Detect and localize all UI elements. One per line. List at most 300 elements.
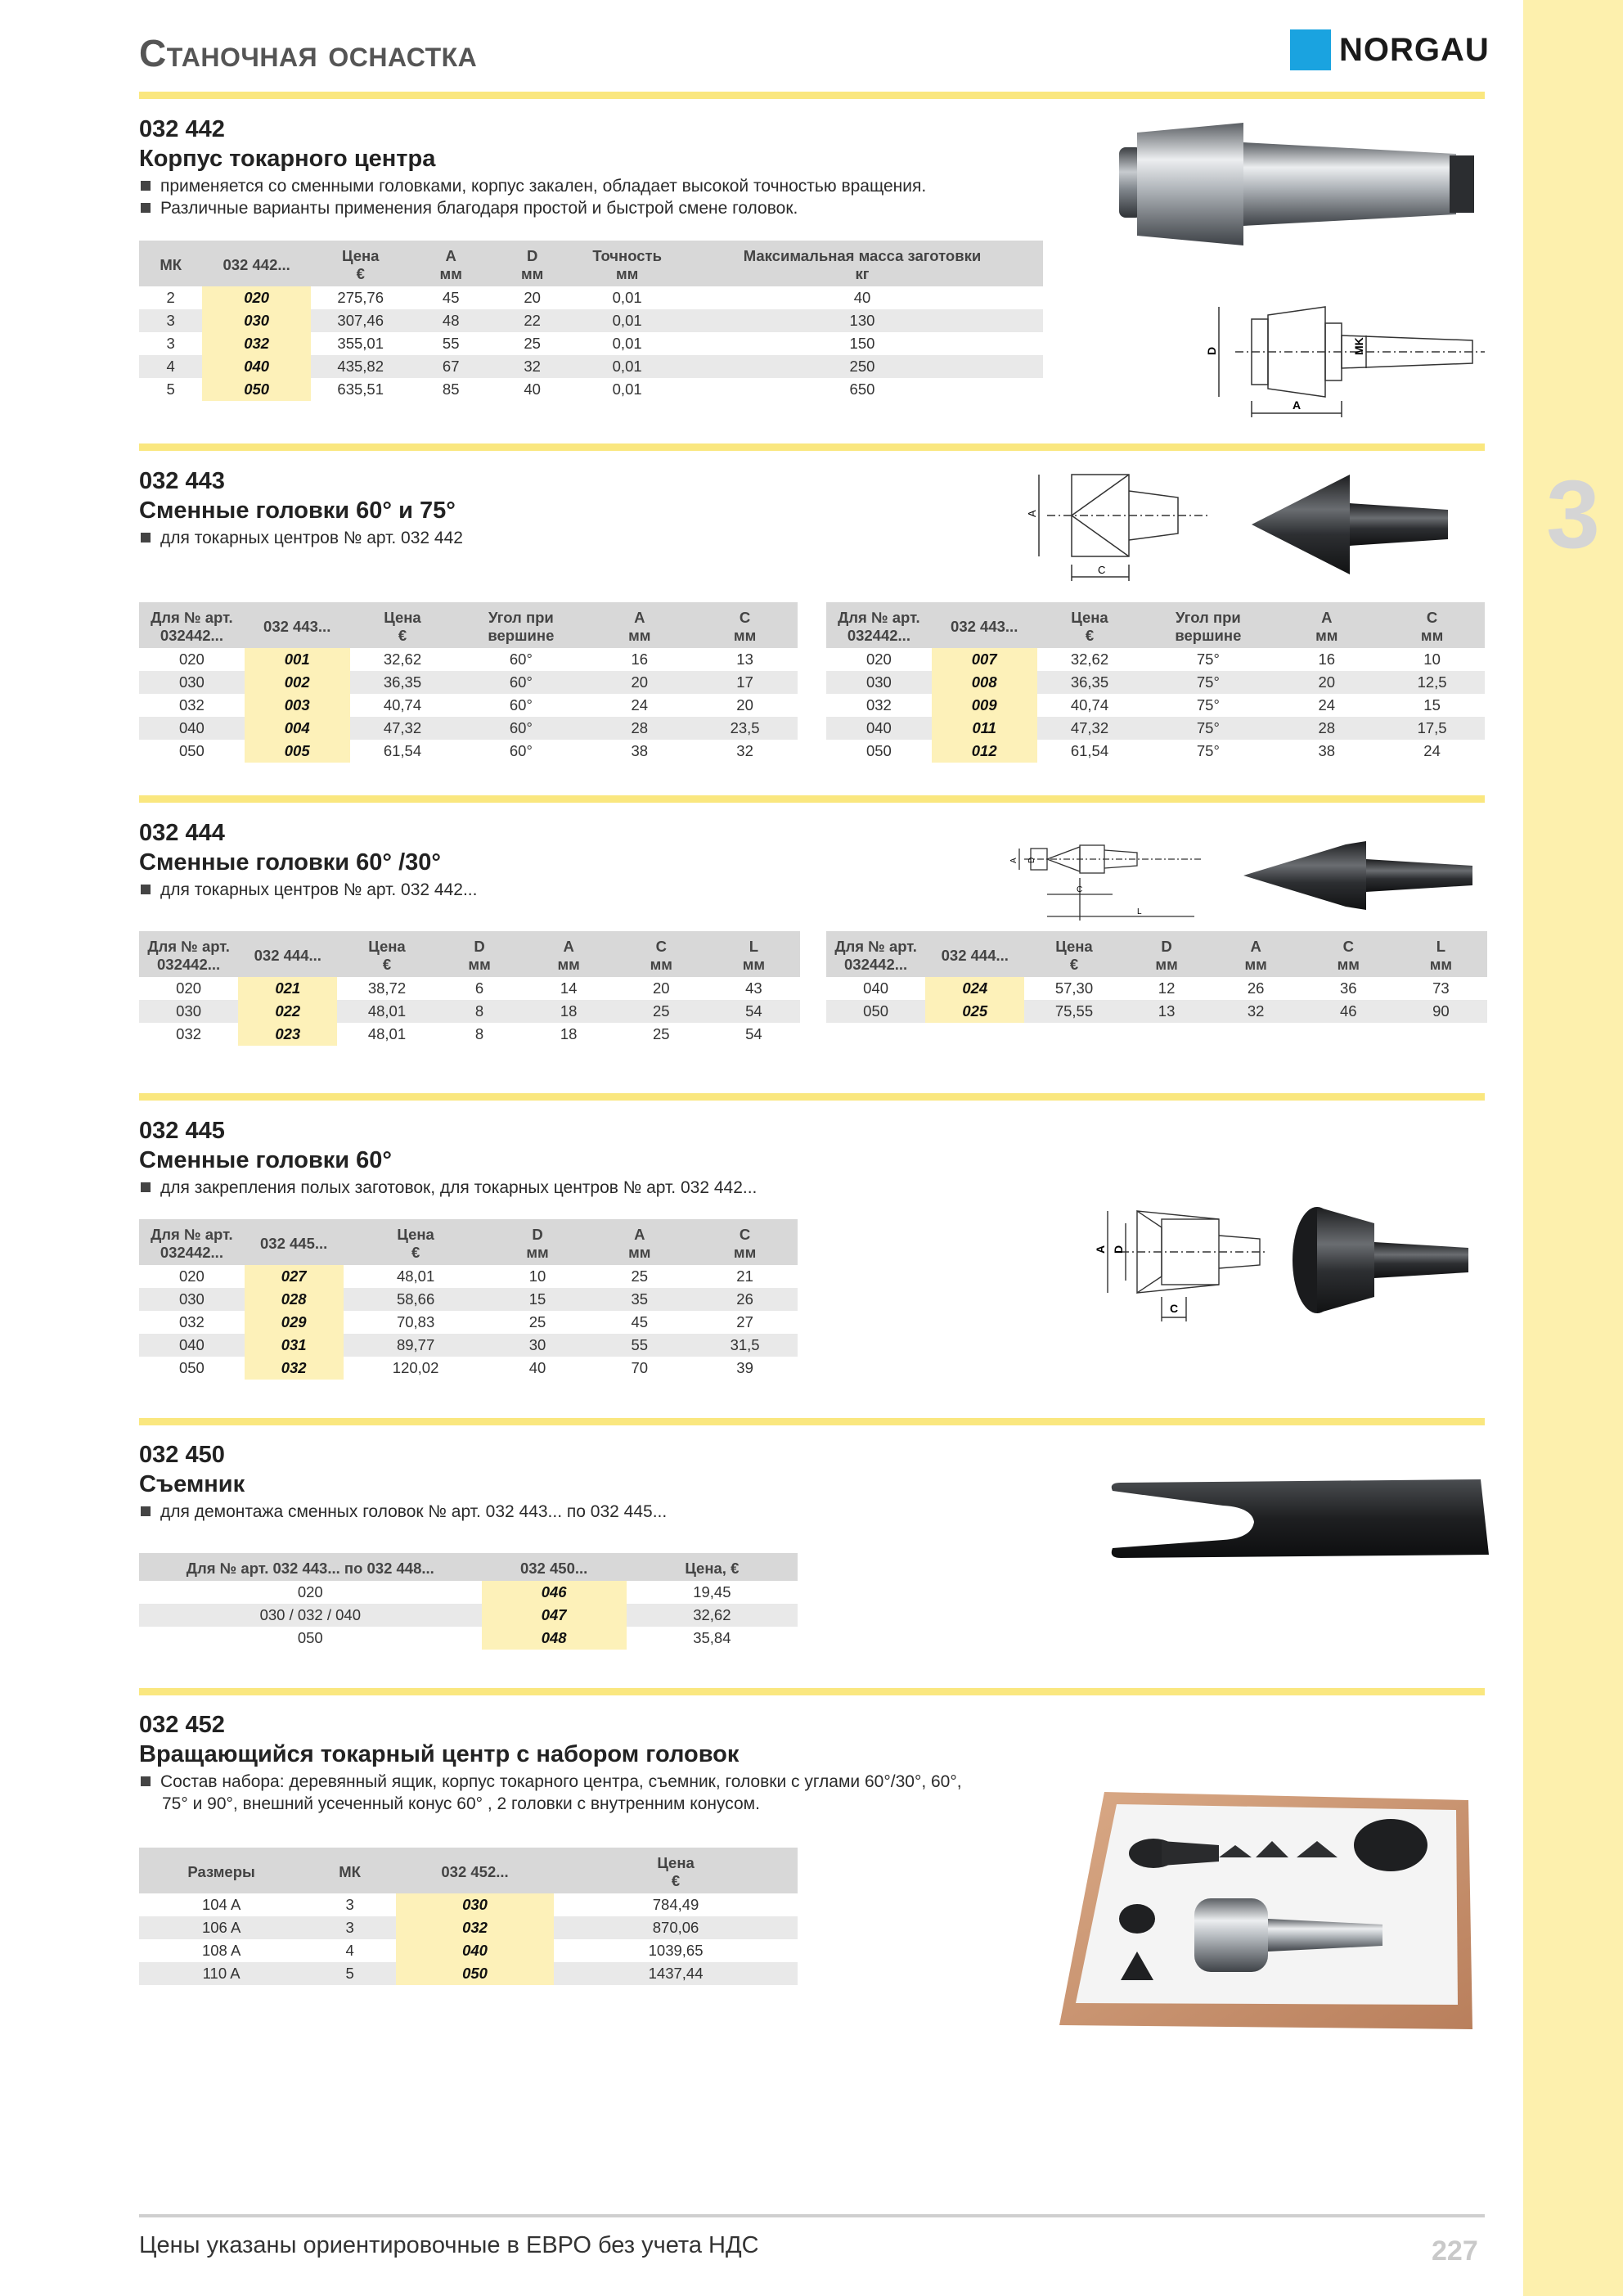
column-header: Цена € bbox=[1037, 602, 1143, 648]
table-cell: 75° bbox=[1142, 694, 1274, 717]
table-cell: 030 bbox=[139, 671, 245, 694]
table-cell: 60° bbox=[455, 740, 587, 763]
column-header: Точность мм bbox=[573, 241, 681, 286]
article-code-cell: 046 bbox=[482, 1581, 627, 1604]
section-divider bbox=[139, 1093, 1485, 1101]
section-number: 032 450 bbox=[139, 1442, 225, 1468]
table-cell: 36,35 bbox=[1037, 671, 1143, 694]
table-cell: 050 bbox=[139, 1357, 245, 1380]
table-cell: 32 bbox=[1210, 1000, 1302, 1023]
table-cell: 24 bbox=[1379, 740, 1485, 763]
column-header: Цена € bbox=[337, 931, 436, 977]
table-cell: 20 bbox=[1274, 671, 1379, 694]
table-cell: 030 bbox=[826, 671, 932, 694]
column-header: Цена € bbox=[344, 1219, 488, 1265]
brand-name: NORGAU bbox=[1339, 31, 1490, 68]
column-header: С мм bbox=[692, 602, 798, 648]
column-header: Для № арт. 032442... bbox=[139, 1219, 245, 1265]
table-cell: 47,32 bbox=[350, 717, 456, 740]
table-cell: 75° bbox=[1142, 671, 1274, 694]
table-cell: 18 bbox=[523, 1000, 615, 1023]
column-header: D мм bbox=[1124, 931, 1210, 977]
column-header: Для № арт. 032442... bbox=[139, 931, 238, 977]
column-header: С мм bbox=[1379, 602, 1485, 648]
table-cell: 17 bbox=[692, 671, 798, 694]
table-cell: 1437,44 bbox=[554, 1962, 798, 1985]
product-table-032445 bbox=[139, 1219, 798, 1380]
table-row bbox=[139, 1357, 798, 1380]
table-cell: 40 bbox=[492, 378, 573, 401]
table-cell: 20 bbox=[492, 286, 573, 309]
table-header-row bbox=[139, 1848, 798, 1893]
bullet-item: Состав набора: деревянный ящик, корпус токарного центра, съемник, головки с углами 60°/30°, 60°, bbox=[141, 1772, 962, 1792]
section-divider bbox=[139, 795, 1485, 803]
head-60-30-photo bbox=[1239, 835, 1477, 916]
table-header-row bbox=[826, 931, 1487, 977]
head-60-30-diagram bbox=[1009, 831, 1211, 933]
table-row bbox=[139, 1311, 798, 1334]
table-cell: 43 bbox=[708, 977, 800, 1000]
table-cell: 26 bbox=[1210, 977, 1302, 1000]
table-cell: 2 bbox=[139, 286, 202, 309]
table-cell: 36,35 bbox=[350, 671, 456, 694]
section-number: 032 452 bbox=[139, 1712, 225, 1738]
table-row bbox=[139, 1023, 800, 1046]
table-cell: 35,84 bbox=[627, 1627, 798, 1650]
table-cell: 70 bbox=[587, 1357, 692, 1380]
section-divider bbox=[139, 443, 1485, 451]
table-row bbox=[139, 378, 1043, 401]
table-cell: 38 bbox=[587, 740, 692, 763]
table-cell: 23,5 bbox=[692, 717, 798, 740]
table-cell: 32 bbox=[492, 355, 573, 378]
table-cell: 0,01 bbox=[573, 309, 681, 332]
table-row bbox=[139, 671, 798, 694]
table-cell: 60° bbox=[455, 648, 587, 671]
table-header-row bbox=[139, 602, 798, 648]
article-code-cell: 030 bbox=[202, 309, 311, 332]
table-cell: 12,5 bbox=[1379, 671, 1485, 694]
table-cell: 040 bbox=[139, 1334, 245, 1357]
column-header: С мм bbox=[1302, 931, 1395, 977]
table-cell: 032 bbox=[139, 694, 245, 717]
table-cell: 0,01 bbox=[573, 286, 681, 309]
table-cell: 13 bbox=[1124, 1000, 1210, 1023]
section-number: 032 442 bbox=[139, 116, 225, 142]
table-cell: 16 bbox=[1274, 648, 1379, 671]
table-header-row bbox=[139, 1553, 798, 1581]
product-table-032444-b bbox=[826, 931, 1487, 1023]
table-cell: 15 bbox=[1379, 694, 1485, 717]
section-title: Съемник bbox=[139, 1471, 245, 1497]
table-cell: 030 / 032 / 040 bbox=[139, 1604, 482, 1627]
footer-divider bbox=[139, 2214, 1485, 2217]
article-code-cell: 050 bbox=[396, 1962, 554, 1985]
extractor-wedge-photo bbox=[1100, 1473, 1493, 1563]
table-cell: 45 bbox=[410, 286, 491, 309]
table-cell: 275,76 bbox=[311, 286, 411, 309]
table-cell: 870,06 bbox=[554, 1916, 798, 1939]
logo-square-icon bbox=[1290, 29, 1331, 70]
table-row bbox=[826, 671, 1485, 694]
article-code-cell: 040 bbox=[202, 355, 311, 378]
page-number: 227 bbox=[1432, 2235, 1478, 2267]
section-number: 032 443 bbox=[139, 468, 225, 494]
table-cell: 13 bbox=[692, 648, 798, 671]
section-divider bbox=[139, 92, 1485, 99]
section-title: Сменные головки 60° /30° bbox=[139, 849, 441, 876]
table-header-row bbox=[826, 602, 1485, 648]
table-row bbox=[139, 1000, 800, 1023]
table-cell: 8 bbox=[437, 1000, 523, 1023]
column-header: Максимальная масса заготовки кг bbox=[681, 241, 1043, 286]
column-header: Цена € bbox=[350, 602, 456, 648]
diagram-label-l: L bbox=[1137, 907, 1142, 916]
table-cell: 54 bbox=[708, 1023, 800, 1046]
table-cell: 032 bbox=[139, 1311, 245, 1334]
article-code-cell: 020 bbox=[202, 286, 311, 309]
table-cell: 61,54 bbox=[350, 740, 456, 763]
chapter-sidebar bbox=[1523, 0, 1623, 2296]
column-header: 032 444... bbox=[925, 931, 1024, 977]
article-code-cell: 008 bbox=[932, 671, 1037, 694]
table-cell: 24 bbox=[587, 694, 692, 717]
table-cell: 12 bbox=[1124, 977, 1210, 1000]
table-cell: 5 bbox=[139, 378, 202, 401]
table-row bbox=[139, 1334, 798, 1357]
column-header: А мм bbox=[410, 241, 491, 286]
table-row bbox=[139, 1604, 798, 1627]
diagram-label-a: A bbox=[1026, 510, 1038, 517]
table-cell: 47,32 bbox=[1037, 717, 1143, 740]
table-cell: 104 A bbox=[139, 1893, 303, 1916]
article-code-cell: 023 bbox=[238, 1023, 337, 1046]
table-cell: 32,62 bbox=[1037, 648, 1143, 671]
column-header: 032 452... bbox=[396, 1848, 554, 1893]
table-cell: 3 bbox=[303, 1916, 396, 1939]
table-cell: 75° bbox=[1142, 717, 1274, 740]
table-cell: 90 bbox=[1395, 1000, 1487, 1023]
table-cell: 31,5 bbox=[692, 1334, 798, 1357]
diagram-label-d: D bbox=[1112, 1245, 1125, 1254]
column-header: Цена € bbox=[1024, 931, 1123, 977]
table-cell: 120,02 bbox=[344, 1357, 488, 1380]
table-cell: 106 A bbox=[139, 1916, 303, 1939]
product-table-032443-75deg bbox=[826, 602, 1485, 763]
product-table-032443-60deg bbox=[139, 602, 798, 763]
table-cell: 040 bbox=[139, 717, 245, 740]
article-code-cell: 027 bbox=[245, 1265, 344, 1288]
head-60-75-diagram bbox=[1014, 466, 1227, 589]
table-cell: 60° bbox=[455, 671, 587, 694]
article-code-cell: 022 bbox=[238, 1000, 337, 1023]
table-row bbox=[139, 1939, 798, 1962]
column-header: 032 443... bbox=[932, 602, 1037, 648]
live-center-body-photo bbox=[1113, 115, 1489, 262]
product-table-032450 bbox=[139, 1553, 798, 1650]
table-cell: 20 bbox=[587, 671, 692, 694]
table-cell: 020 bbox=[139, 648, 245, 671]
bullet-item: для закрепления полых заготовок, для токарных центров № арт. 032 442... bbox=[141, 1178, 757, 1198]
table-cell: 250 bbox=[681, 355, 1043, 378]
article-code-cell: 047 bbox=[482, 1604, 627, 1627]
article-code-cell: 004 bbox=[245, 717, 350, 740]
section-number: 032 444 bbox=[139, 820, 225, 846]
table-cell: 48,01 bbox=[337, 1023, 436, 1046]
table-cell: 19,45 bbox=[627, 1581, 798, 1604]
table-cell: 050 bbox=[826, 740, 932, 763]
column-header: Цена € bbox=[311, 241, 411, 286]
bullet-item: для токарных центров № арт. 032 442 bbox=[141, 529, 463, 548]
table-cell: 24 bbox=[1274, 694, 1379, 717]
column-header: Угол при вершине bbox=[455, 602, 587, 648]
table-cell: 15 bbox=[488, 1288, 587, 1311]
diagram-label-a: A bbox=[1293, 398, 1302, 412]
table-cell: 050 bbox=[139, 740, 245, 763]
section-title: Вращающийся токарный центр с набором головок bbox=[139, 1741, 740, 1767]
diagram-label-c: C bbox=[1098, 564, 1106, 576]
article-code-cell: 029 bbox=[245, 1311, 344, 1334]
article-code-cell: 024 bbox=[925, 977, 1024, 1000]
diagram-label-a: A bbox=[1009, 858, 1018, 863]
table-cell: 58,66 bbox=[344, 1288, 488, 1311]
table-cell: 307,46 bbox=[311, 309, 411, 332]
column-header: D мм bbox=[488, 1219, 587, 1265]
diagram-label-c: C bbox=[1077, 885, 1083, 894]
section-title: Сменные головки 60° bbox=[139, 1147, 393, 1173]
bullet-item: для токарных центров № арт. 032 442... bbox=[141, 880, 477, 900]
table-cell: 38,72 bbox=[337, 977, 436, 1000]
table-cell: 4 bbox=[139, 355, 202, 378]
table-row bbox=[139, 309, 1043, 332]
article-code-cell: 009 bbox=[932, 694, 1037, 717]
section-title: Сменные головки 60° и 75° bbox=[139, 497, 456, 524]
table-cell: 48,01 bbox=[337, 1000, 436, 1023]
table-cell: 032 bbox=[826, 694, 932, 717]
table-cell: 60° bbox=[455, 717, 587, 740]
table-cell: 26 bbox=[692, 1288, 798, 1311]
center-set-box-photo bbox=[1055, 1784, 1481, 2037]
table-cell: 89,77 bbox=[344, 1334, 488, 1357]
table-row bbox=[139, 1916, 798, 1939]
column-header: А мм bbox=[587, 1219, 692, 1265]
product-table-032452 bbox=[139, 1848, 798, 1985]
section-title: Корпус токарного центра bbox=[139, 146, 436, 172]
table-row bbox=[139, 648, 798, 671]
table-cell: 39 bbox=[692, 1357, 798, 1380]
table-row bbox=[826, 717, 1485, 740]
table-row bbox=[139, 1288, 798, 1311]
table-cell: 020 bbox=[139, 1581, 482, 1604]
head-60-hollow-photo bbox=[1276, 1203, 1472, 1317]
table-cell: 46 bbox=[1302, 1000, 1395, 1023]
table-cell: 36 bbox=[1302, 977, 1395, 1000]
table-row bbox=[139, 1581, 798, 1604]
diagram-label-a: A bbox=[1094, 1245, 1107, 1254]
section-number: 032 445 bbox=[139, 1118, 225, 1144]
table-row bbox=[139, 717, 798, 740]
table-cell: 20 bbox=[615, 977, 708, 1000]
table-cell: 45 bbox=[587, 1311, 692, 1334]
table-cell: 54 bbox=[708, 1000, 800, 1023]
column-header: Для № арт. 032442... bbox=[826, 931, 925, 977]
table-row bbox=[826, 648, 1485, 671]
table-row bbox=[139, 977, 800, 1000]
column-header: Цена, € bbox=[627, 1553, 798, 1581]
table-cell: 67 bbox=[410, 355, 491, 378]
table-cell: 35 bbox=[587, 1288, 692, 1311]
article-code-cell: 028 bbox=[245, 1288, 344, 1311]
table-cell: 48,01 bbox=[344, 1265, 488, 1288]
diagram-label-c: C bbox=[1170, 1302, 1179, 1315]
table-cell: 355,01 bbox=[311, 332, 411, 355]
table-row bbox=[826, 977, 1487, 1000]
bullet-item: применяется со сменными головками, корпус закален, обладает высокой точностью вращения. bbox=[141, 177, 926, 196]
table-cell: 75° bbox=[1142, 740, 1274, 763]
table-cell: 108 A bbox=[139, 1939, 303, 1962]
table-row bbox=[139, 286, 1043, 309]
table-header-row bbox=[139, 931, 800, 977]
table-cell: 40,74 bbox=[350, 694, 456, 717]
article-code-cell: 032 bbox=[245, 1357, 344, 1380]
table-row bbox=[139, 694, 798, 717]
table-cell: 1039,65 bbox=[554, 1939, 798, 1962]
table-cell: 75,55 bbox=[1024, 1000, 1123, 1023]
column-header: С мм bbox=[692, 1219, 798, 1265]
table-cell: 10 bbox=[1379, 648, 1485, 671]
article-code-cell: 050 bbox=[202, 378, 311, 401]
table-cell: 55 bbox=[587, 1334, 692, 1357]
chapter-number: 3 bbox=[1546, 461, 1600, 569]
table-cell: 75° bbox=[1142, 648, 1274, 671]
table-cell: 21 bbox=[692, 1265, 798, 1288]
table-cell: 10 bbox=[488, 1265, 587, 1288]
table-cell: 40,74 bbox=[1037, 694, 1143, 717]
product-table-032442 bbox=[139, 241, 1043, 401]
table-row bbox=[826, 1000, 1487, 1023]
bullet-item-continued: 75° и 90°, внешний усеченный конус 60° , 2 головки с внутренним конусом. bbox=[162, 1794, 760, 1813]
table-cell: 030 bbox=[139, 1000, 238, 1023]
diagram-label-d: D bbox=[1027, 857, 1036, 863]
article-code-cell: 007 bbox=[932, 648, 1037, 671]
table-cell: 17,5 bbox=[1379, 717, 1485, 740]
table-cell: 40 bbox=[681, 286, 1043, 309]
article-code-cell: 031 bbox=[245, 1334, 344, 1357]
table-row bbox=[139, 1893, 798, 1916]
article-code-cell: 040 bbox=[396, 1939, 554, 1962]
article-code-cell: 005 bbox=[245, 740, 350, 763]
table-row bbox=[139, 332, 1043, 355]
column-header: D мм bbox=[437, 931, 523, 977]
page-title: Станочная оснастка bbox=[139, 32, 478, 74]
table-cell: 040 bbox=[826, 717, 932, 740]
column-header: 032 442... bbox=[202, 241, 311, 286]
table-cell: 635,51 bbox=[311, 378, 411, 401]
column-header: МК bbox=[139, 241, 202, 286]
article-code-cell: 003 bbox=[245, 694, 350, 717]
table-header-row bbox=[139, 1219, 798, 1265]
diagram-label-mk: MK bbox=[1352, 337, 1365, 355]
table-cell: 70,83 bbox=[344, 1311, 488, 1334]
table-cell: 61,54 bbox=[1037, 740, 1143, 763]
column-header: 032 444... bbox=[238, 931, 337, 977]
article-code-cell: 002 bbox=[245, 671, 350, 694]
table-cell: 40 bbox=[488, 1357, 587, 1380]
table-cell: 030 bbox=[139, 1288, 245, 1311]
column-header: 032 443... bbox=[245, 602, 350, 648]
column-header: А мм bbox=[1274, 602, 1379, 648]
table-cell: 38 bbox=[1274, 740, 1379, 763]
bullet-item: Различные варианты применения благодаря простой и быстрой смене головок. bbox=[141, 199, 798, 218]
table-cell: 0,01 bbox=[573, 355, 681, 378]
table-cell: 25 bbox=[488, 1311, 587, 1334]
table-cell: 16 bbox=[587, 648, 692, 671]
table-row bbox=[139, 1265, 798, 1288]
table-cell: 150 bbox=[681, 332, 1043, 355]
table-cell: 020 bbox=[139, 1265, 245, 1288]
table-cell: 435,82 bbox=[311, 355, 411, 378]
table-cell: 28 bbox=[587, 717, 692, 740]
column-header: D мм bbox=[492, 241, 573, 286]
table-cell: 25 bbox=[492, 332, 573, 355]
table-cell: 4 bbox=[303, 1939, 396, 1962]
table-cell: 020 bbox=[826, 648, 932, 671]
table-cell: 0,01 bbox=[573, 332, 681, 355]
head-60-hollow-diagram bbox=[1088, 1203, 1268, 1326]
article-code-cell: 021 bbox=[238, 977, 337, 1000]
head-60-75-photo bbox=[1243, 470, 1456, 577]
table-header-row bbox=[139, 241, 1043, 286]
table-row bbox=[826, 694, 1485, 717]
column-header: Цена € bbox=[554, 1848, 798, 1893]
column-header: А мм bbox=[587, 602, 692, 648]
column-header: L мм bbox=[1395, 931, 1487, 977]
bullet-item: для демонтажа сменных головок № арт. 032 443... по 032 445... bbox=[141, 1502, 667, 1522]
column-header: Размеры bbox=[139, 1848, 303, 1893]
table-cell: 020 bbox=[139, 977, 238, 1000]
table-cell: 22 bbox=[492, 309, 573, 332]
column-header: Для № арт. 032 443... по 032 448... bbox=[139, 1553, 482, 1581]
sidebar-divider bbox=[1520, 0, 1523, 2296]
table-cell: 60° bbox=[455, 694, 587, 717]
table-cell: 25 bbox=[615, 1023, 708, 1046]
table-cell: 73 bbox=[1395, 977, 1487, 1000]
table-cell: 32,62 bbox=[627, 1604, 798, 1627]
table-cell: 48 bbox=[410, 309, 491, 332]
section-divider bbox=[139, 1688, 1485, 1695]
table-cell: 3 bbox=[139, 332, 202, 355]
article-code-cell: 032 bbox=[202, 332, 311, 355]
column-header: МК bbox=[303, 1848, 396, 1893]
table-cell: 3 bbox=[303, 1893, 396, 1916]
live-center-body-diagram bbox=[1203, 286, 1489, 425]
column-header: Для № арт. 032442... bbox=[826, 602, 932, 648]
table-cell: 27 bbox=[692, 1311, 798, 1334]
table-row bbox=[139, 1627, 798, 1650]
table-cell: 130 bbox=[681, 309, 1043, 332]
table-cell: 25 bbox=[587, 1265, 692, 1288]
table-cell: 032 bbox=[139, 1023, 238, 1046]
table-cell: 32 bbox=[692, 740, 798, 763]
article-code-cell: 011 bbox=[932, 717, 1037, 740]
table-cell: 25 bbox=[615, 1000, 708, 1023]
table-cell: 0,01 bbox=[573, 378, 681, 401]
table-cell: 30 bbox=[488, 1334, 587, 1357]
table-cell: 050 bbox=[826, 1000, 925, 1023]
table-cell: 8 bbox=[437, 1023, 523, 1046]
article-code-cell: 025 bbox=[925, 1000, 1024, 1023]
diagram-label-d: D bbox=[1205, 346, 1218, 355]
